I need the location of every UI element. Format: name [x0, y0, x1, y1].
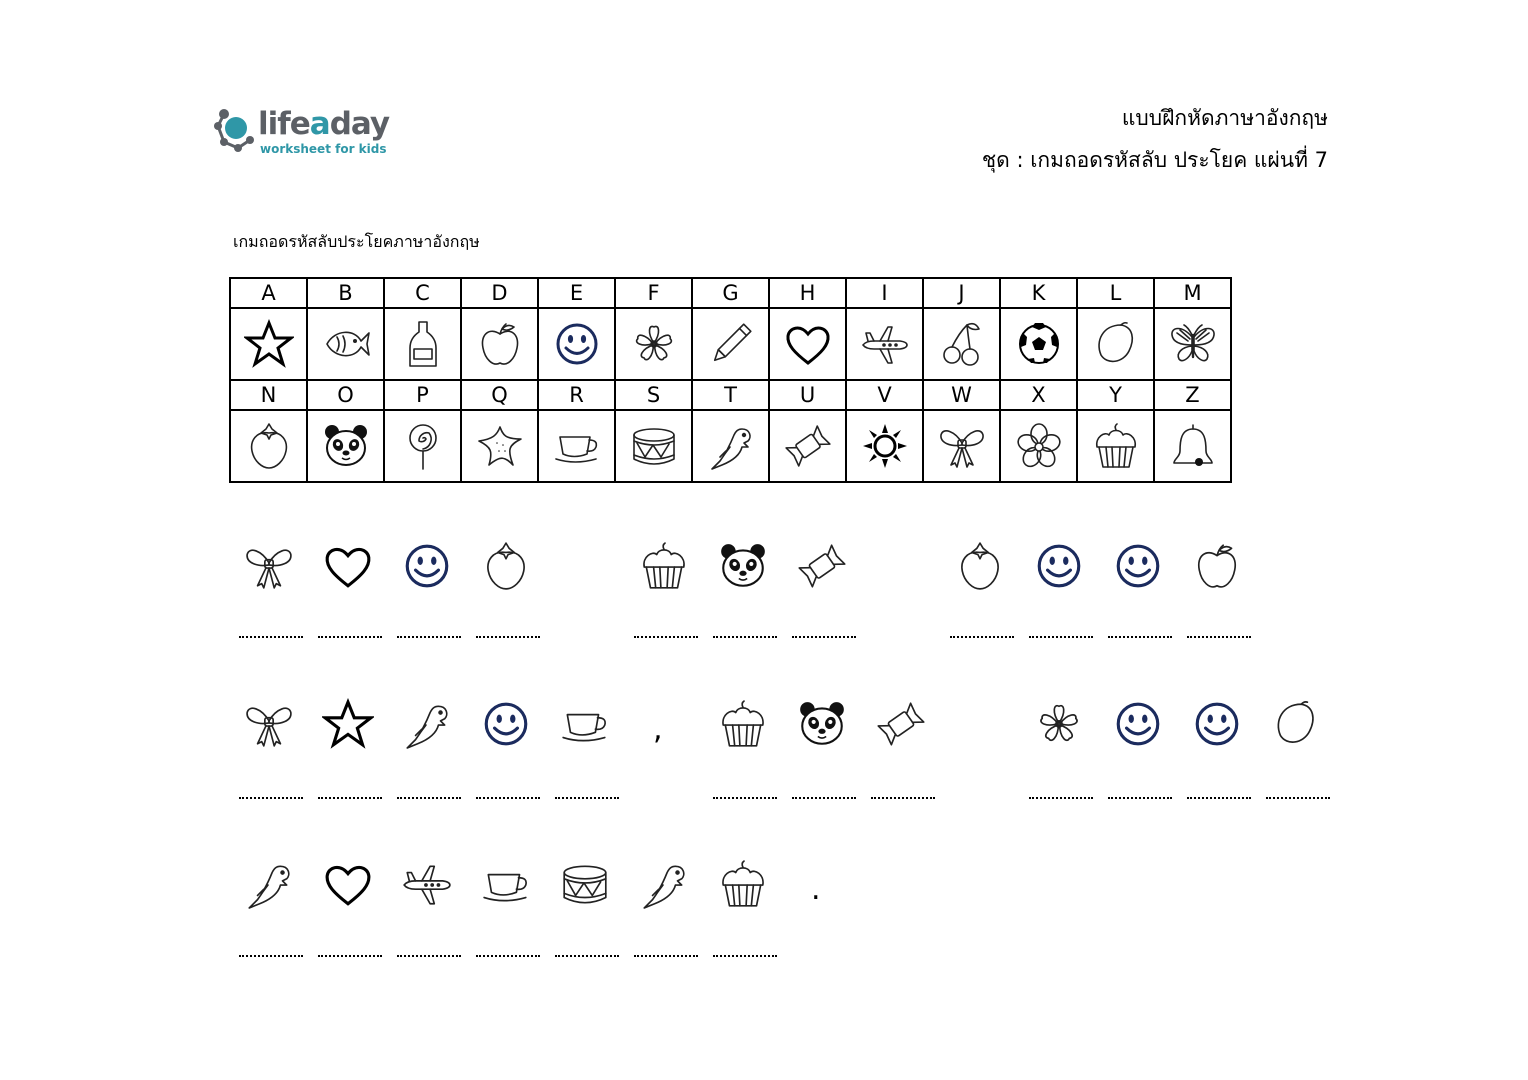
teacup-icon: [552, 421, 602, 471]
smiley-icon: [401, 540, 453, 592]
answer-blank[interactable]: [634, 955, 698, 957]
panda-icon: [321, 421, 371, 471]
puzzle-symbol: [467, 858, 545, 910]
heart-icon: [783, 319, 833, 369]
puzzle-symbol: [546, 858, 624, 910]
soccer-ball-icon: [1014, 319, 1064, 369]
puzzle-symbol: [941, 540, 1019, 592]
puzzle-symbol: [1099, 540, 1177, 592]
puzzle-symbol: [388, 858, 466, 910]
answer-blank[interactable]: [792, 797, 856, 799]
puzzle-symbol: [546, 698, 624, 750]
key-letter-v: V: [846, 380, 923, 410]
answer-blank[interactable]: [476, 797, 540, 799]
bow-icon: [243, 698, 295, 750]
teacup-icon: [480, 858, 532, 910]
key-letter-n: N: [230, 380, 307, 410]
strawberry-icon: [954, 540, 1006, 592]
key-letter-g: G: [692, 278, 769, 308]
smiley-icon: [1191, 698, 1243, 750]
puzzle-symbol: [230, 858, 308, 910]
answer-blank[interactable]: [555, 797, 619, 799]
key-symbol-h: [769, 308, 846, 380]
answer-blank[interactable]: [555, 955, 619, 957]
cupcake-icon: [717, 858, 769, 910]
parrot-icon: [401, 698, 453, 750]
puzzle-symbol: [230, 698, 308, 750]
panda-icon: [796, 698, 848, 750]
puzzle-symbol: [309, 540, 387, 592]
answer-blank[interactable]: [1029, 797, 1093, 799]
key-symbol-w: [923, 410, 1000, 482]
key-letter-j: J: [923, 278, 1000, 308]
key-symbol-n: [230, 410, 307, 482]
fish-icon: [321, 319, 371, 369]
apple-icon: [475, 319, 525, 369]
lollipop-icon: [398, 421, 448, 471]
puzzle-symbol: [1020, 540, 1098, 592]
key-letter-u: U: [769, 380, 846, 410]
blossom-icon: [1033, 698, 1085, 750]
answer-blank[interactable]: [476, 636, 540, 638]
answer-blank[interactable]: [239, 636, 303, 638]
key-symbol-j: [923, 308, 1000, 380]
puzzle-symbol: [704, 858, 782, 910]
drum-icon: [559, 858, 611, 910]
key-letter-t: T: [692, 380, 769, 410]
key-letter-q: Q: [461, 380, 538, 410]
puzzle-symbol: [1020, 698, 1098, 750]
answer-blank[interactable]: [397, 955, 461, 957]
bell-icon: [1168, 421, 1218, 471]
key-symbol-l: [1077, 308, 1154, 380]
answer-blank[interactable]: [1108, 797, 1172, 799]
key-symbol-r: [538, 410, 615, 482]
key-letter-z: Z: [1154, 380, 1231, 410]
puzzle-symbol: [309, 698, 387, 750]
airplane-icon: [401, 858, 453, 910]
candy-icon: [783, 421, 833, 471]
answer-blank[interactable]: [871, 797, 935, 799]
key-letter-r: R: [538, 380, 615, 410]
flower-icon: [1014, 421, 1064, 471]
puzzle-symbol: [1257, 698, 1335, 750]
heart-icon: [322, 540, 374, 592]
cherry-icon: [937, 319, 987, 369]
key-letter-a: A: [230, 278, 307, 308]
key-letter-d: D: [461, 278, 538, 308]
key-symbol-k: [1000, 308, 1077, 380]
answer-blank[interactable]: [318, 636, 382, 638]
key-symbol-b: [307, 308, 384, 380]
parrot-icon: [638, 858, 690, 910]
cupcake-icon: [717, 698, 769, 750]
key-letter-s: S: [615, 380, 692, 410]
answer-blank[interactable]: [713, 636, 777, 638]
instruction-text: เกมถอดรหัสลับประโยคภาษาอังกฤษ: [233, 232, 480, 251]
key-symbol-o: [307, 410, 384, 482]
answer-blank[interactable]: [1266, 797, 1330, 799]
puzzle-symbol: [704, 698, 782, 750]
mango-icon: [1091, 319, 1141, 369]
answer-blank[interactable]: [713, 955, 777, 957]
cipher-key-table: [229, 277, 1232, 483]
teacup-icon: [559, 698, 611, 750]
puzzle-symbol: [309, 858, 387, 910]
smiley-icon: [1033, 540, 1085, 592]
candy-icon: [875, 698, 927, 750]
puzzle-symbol: [230, 540, 308, 592]
key-letter-y: Y: [1077, 380, 1154, 410]
apple-icon: [1191, 540, 1243, 592]
parrot-icon: [243, 858, 295, 910]
key-letter-h: H: [769, 278, 846, 308]
bow-icon: [937, 421, 987, 471]
smiley-icon: [1112, 698, 1164, 750]
puzzle-symbol: [467, 540, 545, 592]
drum-icon: [629, 421, 679, 471]
key-symbol-m: [1154, 308, 1231, 380]
heart-icon: [322, 858, 374, 910]
key-symbol-g: [692, 308, 769, 380]
answer-blank[interactable]: [713, 797, 777, 799]
cupcake-icon: [1091, 421, 1141, 471]
puzzle-symbol: [388, 540, 466, 592]
worksheet-title: แบบฝึกหัดภาษาอังกฤษ: [1121, 106, 1328, 130]
key-symbol-q: [461, 410, 538, 482]
panda-icon: [717, 540, 769, 592]
logo-molecule-icon: [210, 104, 256, 156]
key-symbol-d: [461, 308, 538, 380]
key-letter-p: P: [384, 380, 461, 410]
key-symbol-t: [692, 410, 769, 482]
logo-subtitle: worksheet for kids: [260, 142, 387, 156]
answer-blank[interactable]: [239, 797, 303, 799]
key-letter-m: M: [1154, 278, 1231, 308]
answer-blank[interactable]: [397, 636, 461, 638]
puzzle-symbol: [467, 698, 545, 750]
candy-icon: [796, 540, 848, 592]
puzzle-symbol: [704, 540, 782, 592]
puzzle-symbol: [1178, 698, 1256, 750]
answer-blank[interactable]: [318, 797, 382, 799]
key-symbol-e: [538, 308, 615, 380]
key-symbol-y: [1077, 410, 1154, 482]
comma-mark: ,: [653, 712, 663, 747]
key-symbol-a: [230, 308, 307, 380]
key-letter-k: K: [1000, 278, 1077, 308]
smiley-icon: [552, 319, 602, 369]
answer-blank[interactable]: [239, 955, 303, 957]
key-letter-b: B: [307, 278, 384, 308]
pencil-icon: [706, 319, 756, 369]
key-letter-i: I: [846, 278, 923, 308]
parrot-icon: [706, 421, 756, 471]
butterfly-icon: [1168, 319, 1218, 369]
puzzle-symbol: [1178, 540, 1256, 592]
answer-blank[interactable]: [1187, 636, 1251, 638]
key-letter-f: F: [615, 278, 692, 308]
smiley-icon: [480, 698, 532, 750]
key-symbol-f: [615, 308, 692, 380]
key-symbol-i: [846, 308, 923, 380]
key-letter-c: C: [384, 278, 461, 308]
strawberry-icon: [244, 421, 294, 471]
starfish-icon: [475, 421, 525, 471]
key-symbol-p: [384, 410, 461, 482]
puzzle-symbol: [625, 540, 703, 592]
airplane-icon: [860, 319, 910, 369]
strawberry-icon: [480, 540, 532, 592]
answer-blank[interactable]: [634, 636, 698, 638]
key-symbol-u: [769, 410, 846, 482]
logo: [210, 104, 400, 164]
sun-icon: [860, 421, 910, 471]
key-letter-o: O: [307, 380, 384, 410]
answer-blank[interactable]: [1187, 797, 1251, 799]
star-icon: [244, 319, 294, 369]
answer-blank[interactable]: [950, 636, 1014, 638]
answer-blank[interactable]: [792, 636, 856, 638]
mango-icon: [1270, 698, 1322, 750]
key-symbol-x: [1000, 410, 1077, 482]
logo-wordmark: lifeaday: [258, 106, 390, 142]
cupcake-icon: [638, 540, 690, 592]
bottle-icon: [398, 319, 448, 369]
key-letter-l: L: [1077, 278, 1154, 308]
key-symbol-c: [384, 308, 461, 380]
blossom-icon: [629, 319, 679, 369]
key-symbol-v: [846, 410, 923, 482]
period-mark: .: [811, 872, 821, 907]
answer-blank[interactable]: [1029, 636, 1093, 638]
key-symbol-z: [1154, 410, 1231, 482]
answer-blank[interactable]: [318, 955, 382, 957]
puzzle-symbol: [1099, 698, 1177, 750]
smiley-icon: [1112, 540, 1164, 592]
answer-blank[interactable]: [476, 955, 540, 957]
bow-icon: [243, 540, 295, 592]
key-letter-w: W: [923, 380, 1000, 410]
puzzle-symbol: [388, 698, 466, 750]
puzzle-symbol: [862, 698, 940, 750]
star-icon: [322, 698, 374, 750]
puzzle-symbol: [625, 858, 703, 910]
key-symbol-s: [615, 410, 692, 482]
key-letter-e: E: [538, 278, 615, 308]
key-letter-x: X: [1000, 380, 1077, 410]
puzzle-symbol: [783, 540, 861, 592]
puzzle-symbol: [783, 698, 861, 750]
worksheet-subtitle: ชุด : เกมถอดรหัสลับ ประโยค แผ่นที่ 7: [981, 148, 1328, 172]
answer-blank[interactable]: [397, 797, 461, 799]
answer-blank[interactable]: [1108, 636, 1172, 638]
